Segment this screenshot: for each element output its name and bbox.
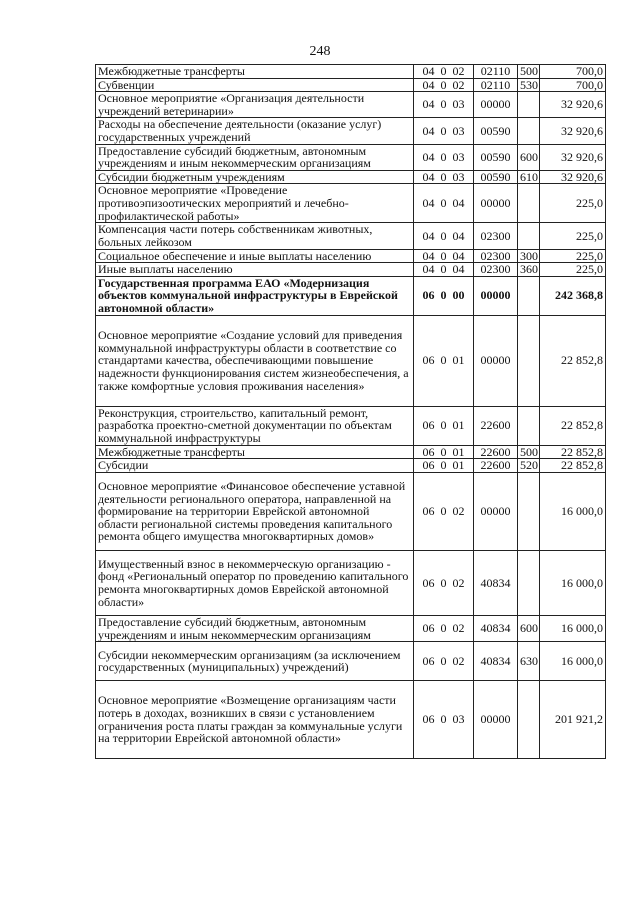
- expense-name-cell: Основное мероприятие «Возмещение организациям части потерь в доходах, возникших в связи с установлением ограничения роста платы граждан за коммунальные услуги на территории Еврейской автономной области»: [96, 681, 414, 759]
- section-code-cell: [414, 249, 474, 263]
- table-row: [96, 406, 606, 445]
- section-code-cell: [414, 263, 474, 277]
- section-code-part: 04: [422, 97, 435, 112]
- target-code-cell: 00000: [474, 92, 518, 118]
- section-code-part: 04: [422, 228, 435, 243]
- expense-type-cell: 600: [518, 615, 540, 641]
- amount-cell: 32 920,6: [540, 144, 606, 170]
- amount-cell: 201 921,2: [540, 681, 606, 759]
- section-code-part: 03: [452, 712, 465, 727]
- amount-cell: 22 852,8: [540, 406, 606, 445]
- expense-name-cell: Иные выплаты населению: [96, 263, 414, 277]
- section-code-part: 0: [440, 123, 447, 138]
- section-code-part: 0: [440, 169, 447, 184]
- section-code-cell: [414, 170, 474, 184]
- section-code-part: 00: [452, 288, 465, 303]
- section-code-part: 0: [440, 504, 447, 519]
- section-code-cell: [414, 472, 474, 550]
- expense-name-cell: Субсидии некоммерческим организациям (за исключением государственных (муниципальных) учреждений): [96, 642, 414, 681]
- section-code-part: 03: [452, 123, 465, 138]
- table-row: [96, 642, 606, 681]
- target-code-cell: 02300: [474, 263, 518, 277]
- amount-cell: 16 000,0: [540, 472, 606, 550]
- target-code-cell: 40834: [474, 615, 518, 641]
- table-row: [96, 118, 606, 144]
- amount-cell: 225,0: [540, 223, 606, 249]
- section-code-part: 04: [422, 196, 435, 211]
- expense-type-cell: [518, 92, 540, 118]
- page-number: 248: [309, 44, 331, 59]
- section-code-part: 0: [440, 262, 447, 277]
- amount-cell: 700,0: [540, 65, 606, 79]
- target-code-cell: 00000: [474, 276, 518, 315]
- expense-name-cell: Реконструкция, строительство, капитальный ремонт, разработка проектно-сметной документации по объектам коммунальной инфраструктуры: [96, 406, 414, 445]
- section-code-part: 04: [422, 169, 435, 184]
- section-code-part: 0: [440, 77, 447, 92]
- expense-type-cell: 300: [518, 249, 540, 263]
- section-code-part: 04: [422, 149, 435, 164]
- table-row: [96, 615, 606, 641]
- amount-cell: 16 000,0: [540, 550, 606, 615]
- section-code-cell: [414, 642, 474, 681]
- expense-name-cell: Основное мероприятие «Финансовое обеспечение уставной деятельности регионального оператора, направленной на формирование на территории Еврейской автономной области региональной системы проведения капитального ремонта общего имущества многоквартирных домов»: [96, 472, 414, 550]
- table-row: [96, 315, 606, 406]
- section-code-part: 06: [422, 288, 435, 303]
- section-code-part: 02: [452, 77, 465, 92]
- expense-type-cell: 500: [518, 445, 540, 459]
- section-code-part: 02: [452, 653, 465, 668]
- target-code-cell: 22600: [474, 406, 518, 445]
- section-code-part: 0: [440, 149, 447, 164]
- section-code-part: 06: [422, 712, 435, 727]
- amount-cell: 32 920,6: [540, 118, 606, 144]
- section-code-part: 02: [452, 64, 465, 78]
- table-row: [96, 144, 606, 170]
- section-code-part: 0: [440, 653, 447, 668]
- table-row: [96, 550, 606, 615]
- section-code-part: 01: [452, 353, 465, 368]
- expense-type-cell: [518, 681, 540, 759]
- section-code-part: 04: [452, 248, 465, 263]
- expense-name-cell: Имущественный взнос в некоммерческую организацию - фонд «Региональный оператор по проведению капитального ремонта многоквартирных домов Еврейской автономной области»: [96, 550, 414, 615]
- section-code-cell: [414, 92, 474, 118]
- section-code-part: 04: [422, 77, 435, 92]
- section-code-part: 06: [422, 353, 435, 368]
- expense-type-cell: [518, 276, 540, 315]
- target-code-cell: 00000: [474, 315, 518, 406]
- section-code-part: 0: [440, 418, 447, 433]
- section-code-part: 03: [452, 149, 465, 164]
- section-code-part: 04: [422, 262, 435, 277]
- amount-cell: 16 000,0: [540, 615, 606, 641]
- target-code-cell: 02110: [474, 65, 518, 79]
- expense-type-cell: [518, 118, 540, 144]
- section-code-part: 06: [422, 444, 435, 459]
- section-code-cell: [414, 184, 474, 223]
- target-code-cell: 02110: [474, 78, 518, 92]
- table-row: [96, 78, 606, 92]
- section-code-part: 04: [452, 228, 465, 243]
- expense-type-cell: [518, 315, 540, 406]
- section-code-part: 04: [452, 262, 465, 277]
- amount-cell: 32 920,6: [540, 170, 606, 184]
- amount-cell: 22 852,8: [540, 445, 606, 459]
- section-code-part: 04: [422, 123, 435, 138]
- section-code-part: 0: [440, 228, 447, 243]
- section-code-part: 06: [422, 504, 435, 519]
- expense-type-cell: [518, 184, 540, 223]
- target-code-cell: 00000: [474, 184, 518, 223]
- section-code-part: 06: [422, 653, 435, 668]
- amount-cell: 225,0: [540, 263, 606, 277]
- section-code-part: 0: [440, 64, 447, 78]
- expense-name-cell: Компенсация части потерь собственникам животных, больных лейкозом: [96, 223, 414, 249]
- expense-name-cell: Субсидии бюджетным учреждениям: [96, 170, 414, 184]
- expense-name-cell: Предоставление субсидий бюджетным, автономным учреждениям и иным некоммерческим организациям: [96, 615, 414, 641]
- table-row: [96, 472, 606, 550]
- section-code-part: 04: [452, 196, 465, 211]
- expense-name-cell: Межбюджетные трансферты: [96, 65, 414, 79]
- section-code-part: 03: [452, 169, 465, 184]
- section-code-part: 0: [440, 712, 447, 727]
- expense-name-cell: Основное мероприятие «Проведение противоэпизоотических мероприятий и лечебно-профилактической работы»: [96, 184, 414, 223]
- section-code-part: 02: [452, 575, 465, 590]
- section-code-cell: [414, 223, 474, 249]
- expense-type-cell: 600: [518, 144, 540, 170]
- section-code-part: 0: [440, 288, 447, 303]
- table-row: [96, 170, 606, 184]
- section-code-part: 06: [422, 418, 435, 433]
- table-row: [96, 459, 606, 473]
- amount-cell: 242 368,8: [540, 276, 606, 315]
- target-code-cell: 00000: [474, 681, 518, 759]
- target-code-cell: 22600: [474, 445, 518, 459]
- section-code-part: 06: [422, 621, 435, 636]
- table-row: [96, 263, 606, 277]
- section-code-part: 0: [440, 248, 447, 263]
- table-row: [96, 92, 606, 118]
- table-row: [96, 276, 606, 315]
- amount-cell: 22 852,8: [540, 459, 606, 473]
- table-row: [96, 65, 606, 79]
- section-code-cell: [414, 144, 474, 170]
- target-code-cell: 00590: [474, 170, 518, 184]
- expense-name-cell: Расходы на обеспечение деятельности (оказание услуг) государственных учреждений: [96, 118, 414, 144]
- section-code-part: 06: [422, 575, 435, 590]
- section-code-part: 01: [452, 444, 465, 459]
- section-code-cell: [414, 276, 474, 315]
- expense-name-cell: Основное мероприятие «Создание условий для приведения коммунальной инфраструктуры области в соответствие со стандартами качества, обеспечивающими повышение надежности функционирования систем жизнеобеспечения, а также комфортные условия проживания населения»: [96, 315, 414, 406]
- amount-cell: 32 920,6: [540, 92, 606, 118]
- section-code-part: 0: [440, 196, 447, 211]
- expense-type-cell: 630: [518, 642, 540, 681]
- section-code-part: 0: [440, 97, 447, 112]
- expense-type-cell: 360: [518, 263, 540, 277]
- section-code-part: 0: [440, 621, 447, 636]
- target-code-cell: 40834: [474, 550, 518, 615]
- table-row: [96, 445, 606, 459]
- budget-table: [95, 64, 606, 759]
- section-code-part: 01: [452, 458, 465, 473]
- section-code-cell: [414, 78, 474, 92]
- expense-name-cell: Субвенции: [96, 78, 414, 92]
- section-code-part: 04: [422, 248, 435, 263]
- amount-cell: 16 000,0: [540, 642, 606, 681]
- table-row: [96, 223, 606, 249]
- table-row: [96, 681, 606, 759]
- expense-name-cell: Социальное обеспечение и иные выплаты населению: [96, 249, 414, 263]
- section-code-cell: [414, 315, 474, 406]
- expense-name-cell: Межбюджетные трансферты: [96, 445, 414, 459]
- table-row: [96, 184, 606, 223]
- amount-cell: 225,0: [540, 184, 606, 223]
- section-code-cell: [414, 615, 474, 641]
- expense-type-cell: 520: [518, 459, 540, 473]
- target-code-cell: 00590: [474, 118, 518, 144]
- expense-type-cell: [518, 472, 540, 550]
- section-code-part: 0: [440, 575, 447, 590]
- amount-cell: 700,0: [540, 78, 606, 92]
- expense-type-cell: 500: [518, 65, 540, 79]
- target-code-cell: 22600: [474, 459, 518, 473]
- expense-type-cell: [518, 223, 540, 249]
- section-code-part: 0: [440, 353, 447, 368]
- target-code-cell: 02300: [474, 223, 518, 249]
- expense-type-cell: 530: [518, 78, 540, 92]
- expense-name-cell: Основное мероприятие «Организация деятельности учреждений ветеринарии»: [96, 92, 414, 118]
- section-code-part: 01: [452, 418, 465, 433]
- expense-name-cell: Субсидии: [96, 459, 414, 473]
- target-code-cell: 00590: [474, 144, 518, 170]
- section-code-part: 0: [440, 458, 447, 473]
- expense-type-cell: [518, 406, 540, 445]
- section-code-part: 03: [452, 97, 465, 112]
- expense-name-cell: Государственная программа ЕАО «Модернизация объектов коммунальной инфраструктуры в Еврейской автономной области»: [96, 276, 414, 315]
- expense-name-cell: Предоставление субсидий бюджетным, автономным учреждениям и иным некоммерческим организациям: [96, 144, 414, 170]
- section-code-cell: [414, 681, 474, 759]
- section-code-part: 0: [440, 444, 447, 459]
- expense-type-cell: [518, 550, 540, 615]
- section-code-cell: [414, 406, 474, 445]
- section-code-part: 04: [422, 64, 435, 78]
- target-code-cell: 02300: [474, 249, 518, 263]
- section-code-cell: [414, 65, 474, 79]
- expense-type-cell: 610: [518, 170, 540, 184]
- section-code-part: 02: [452, 504, 465, 519]
- section-code-cell: [414, 118, 474, 144]
- amount-cell: 22 852,8: [540, 315, 606, 406]
- table-row: [96, 249, 606, 263]
- section-code-cell: [414, 459, 474, 473]
- target-code-cell: 40834: [474, 642, 518, 681]
- section-code-cell: [414, 550, 474, 615]
- budget-table-body: [96, 65, 606, 759]
- section-code-part: 06: [422, 458, 435, 473]
- target-code-cell: 00000: [474, 472, 518, 550]
- amount-cell: 225,0: [540, 249, 606, 263]
- section-code-cell: [414, 445, 474, 459]
- section-code-part: 02: [452, 621, 465, 636]
